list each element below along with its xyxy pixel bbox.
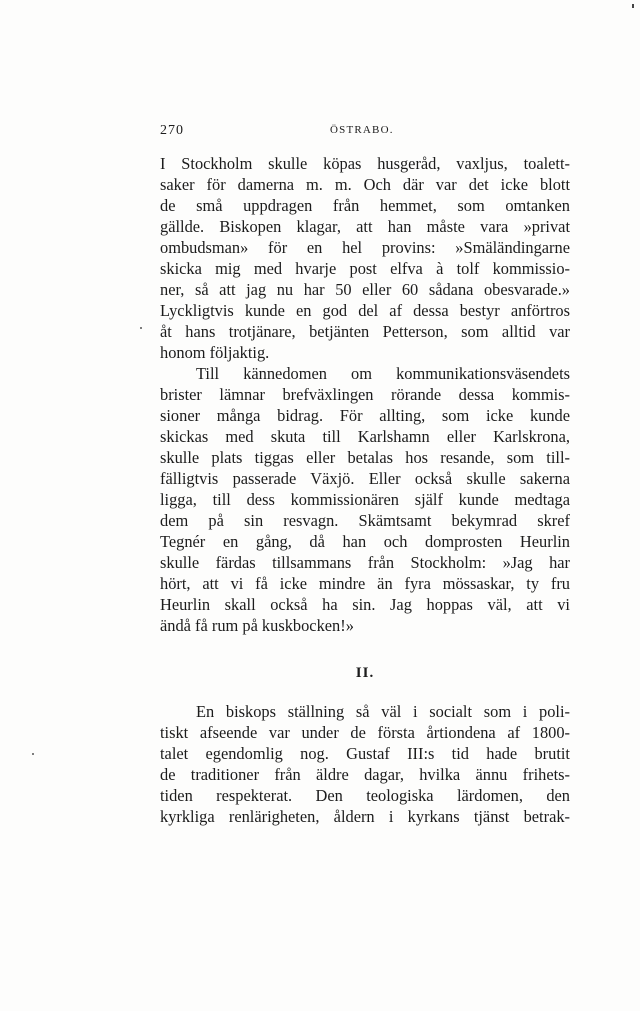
page-number: 270 [160,123,184,138]
text-line: Lyckligtvis kunde en god del af dessa bestyr anförtros [160,301,570,320]
text-line: skulle färdas tillsammans från Stockholm: »Jag har [160,553,570,572]
body-text-lower [160,701,570,827]
text-line: ändå få rum på kuskbocken!» [160,616,354,635]
margin-speck [140,327,142,329]
running-head: ÖSTRABO. [330,124,394,136]
text-line: En biskops ställning så väl i socialt som i poli- [196,702,570,721]
text-line: fälligtvis passerade Växjö. Eller också skulle sakerna [160,469,570,488]
text-line: dem på sin resvagn. Skämtsamt bekymrad skref [160,511,570,530]
text-line: tiskt afseende var under de första årtiondena af 1800- [160,723,570,742]
text-line: honom följaktig. [160,343,270,362]
text-line: ombudsman» för en hel provins: »Smäländingarne [160,238,570,257]
text-line: sioner många bidrag. För allting, som icke kunde [160,406,570,425]
text-line: ner, så att jag nu har 50 eller 60 sådana obesvarade.» [160,280,570,299]
margin-speck [32,753,34,755]
text-line: saker för damerna m. m. Och där var det icke blott [160,175,570,194]
text-line: skicka mig med hvarje post elfva à tolf kommissio- [160,259,570,278]
text-line: de traditioner från äldre dagar, hvilka ännu frihets- [160,765,570,784]
text-line: åt hans trotjänare, betjänten Petterson, som alltid var [160,322,570,341]
text-line: skickas med skuta till Karlshamn eller Karlskrona, [160,427,570,446]
text-line: ligga, till dess kommissionären själf kunde medtaga [160,490,570,509]
page-header [160,123,570,143]
text-line: Heurlin skall också ha sin. Jag hoppas väl, att vi [160,595,570,614]
text-line: skulle plats tiggas eller betalas hos resande, som till- [160,448,570,467]
text-line: tiden respekterat. Den teologiska lärdomen, den [160,786,570,805]
text-line: I Stockholm skulle köpas husgeråd, vaxljus, toalett- [160,154,570,173]
text-line: gällde. Biskopen klagar, att han måste vara »privat [160,217,570,236]
section-heading: II. [355,665,375,681]
text-line: Till kännedomen om kommunikationsväsendets [196,364,570,383]
text-line: brister lämnar brefväxlingen rörande dessa kommis- [160,385,570,404]
text-line: kyrkliga renlärigheten, åldern i kyrkans tjänst betrak- [160,807,570,826]
body-text-upper [160,153,570,636]
text-line: de små uppdragen från hemmet, som omtanken [160,196,570,215]
text-line: talet egendomlig nog. Gustaf III:s tid hade brutit [160,744,570,763]
text-line: Tegnér en gång, då han och domprosten Heurlin [160,532,570,551]
text-line: hört, att vi få icke mindre än fyra mössaskar, ty fru [160,574,570,593]
edge-mark [632,4,634,8]
